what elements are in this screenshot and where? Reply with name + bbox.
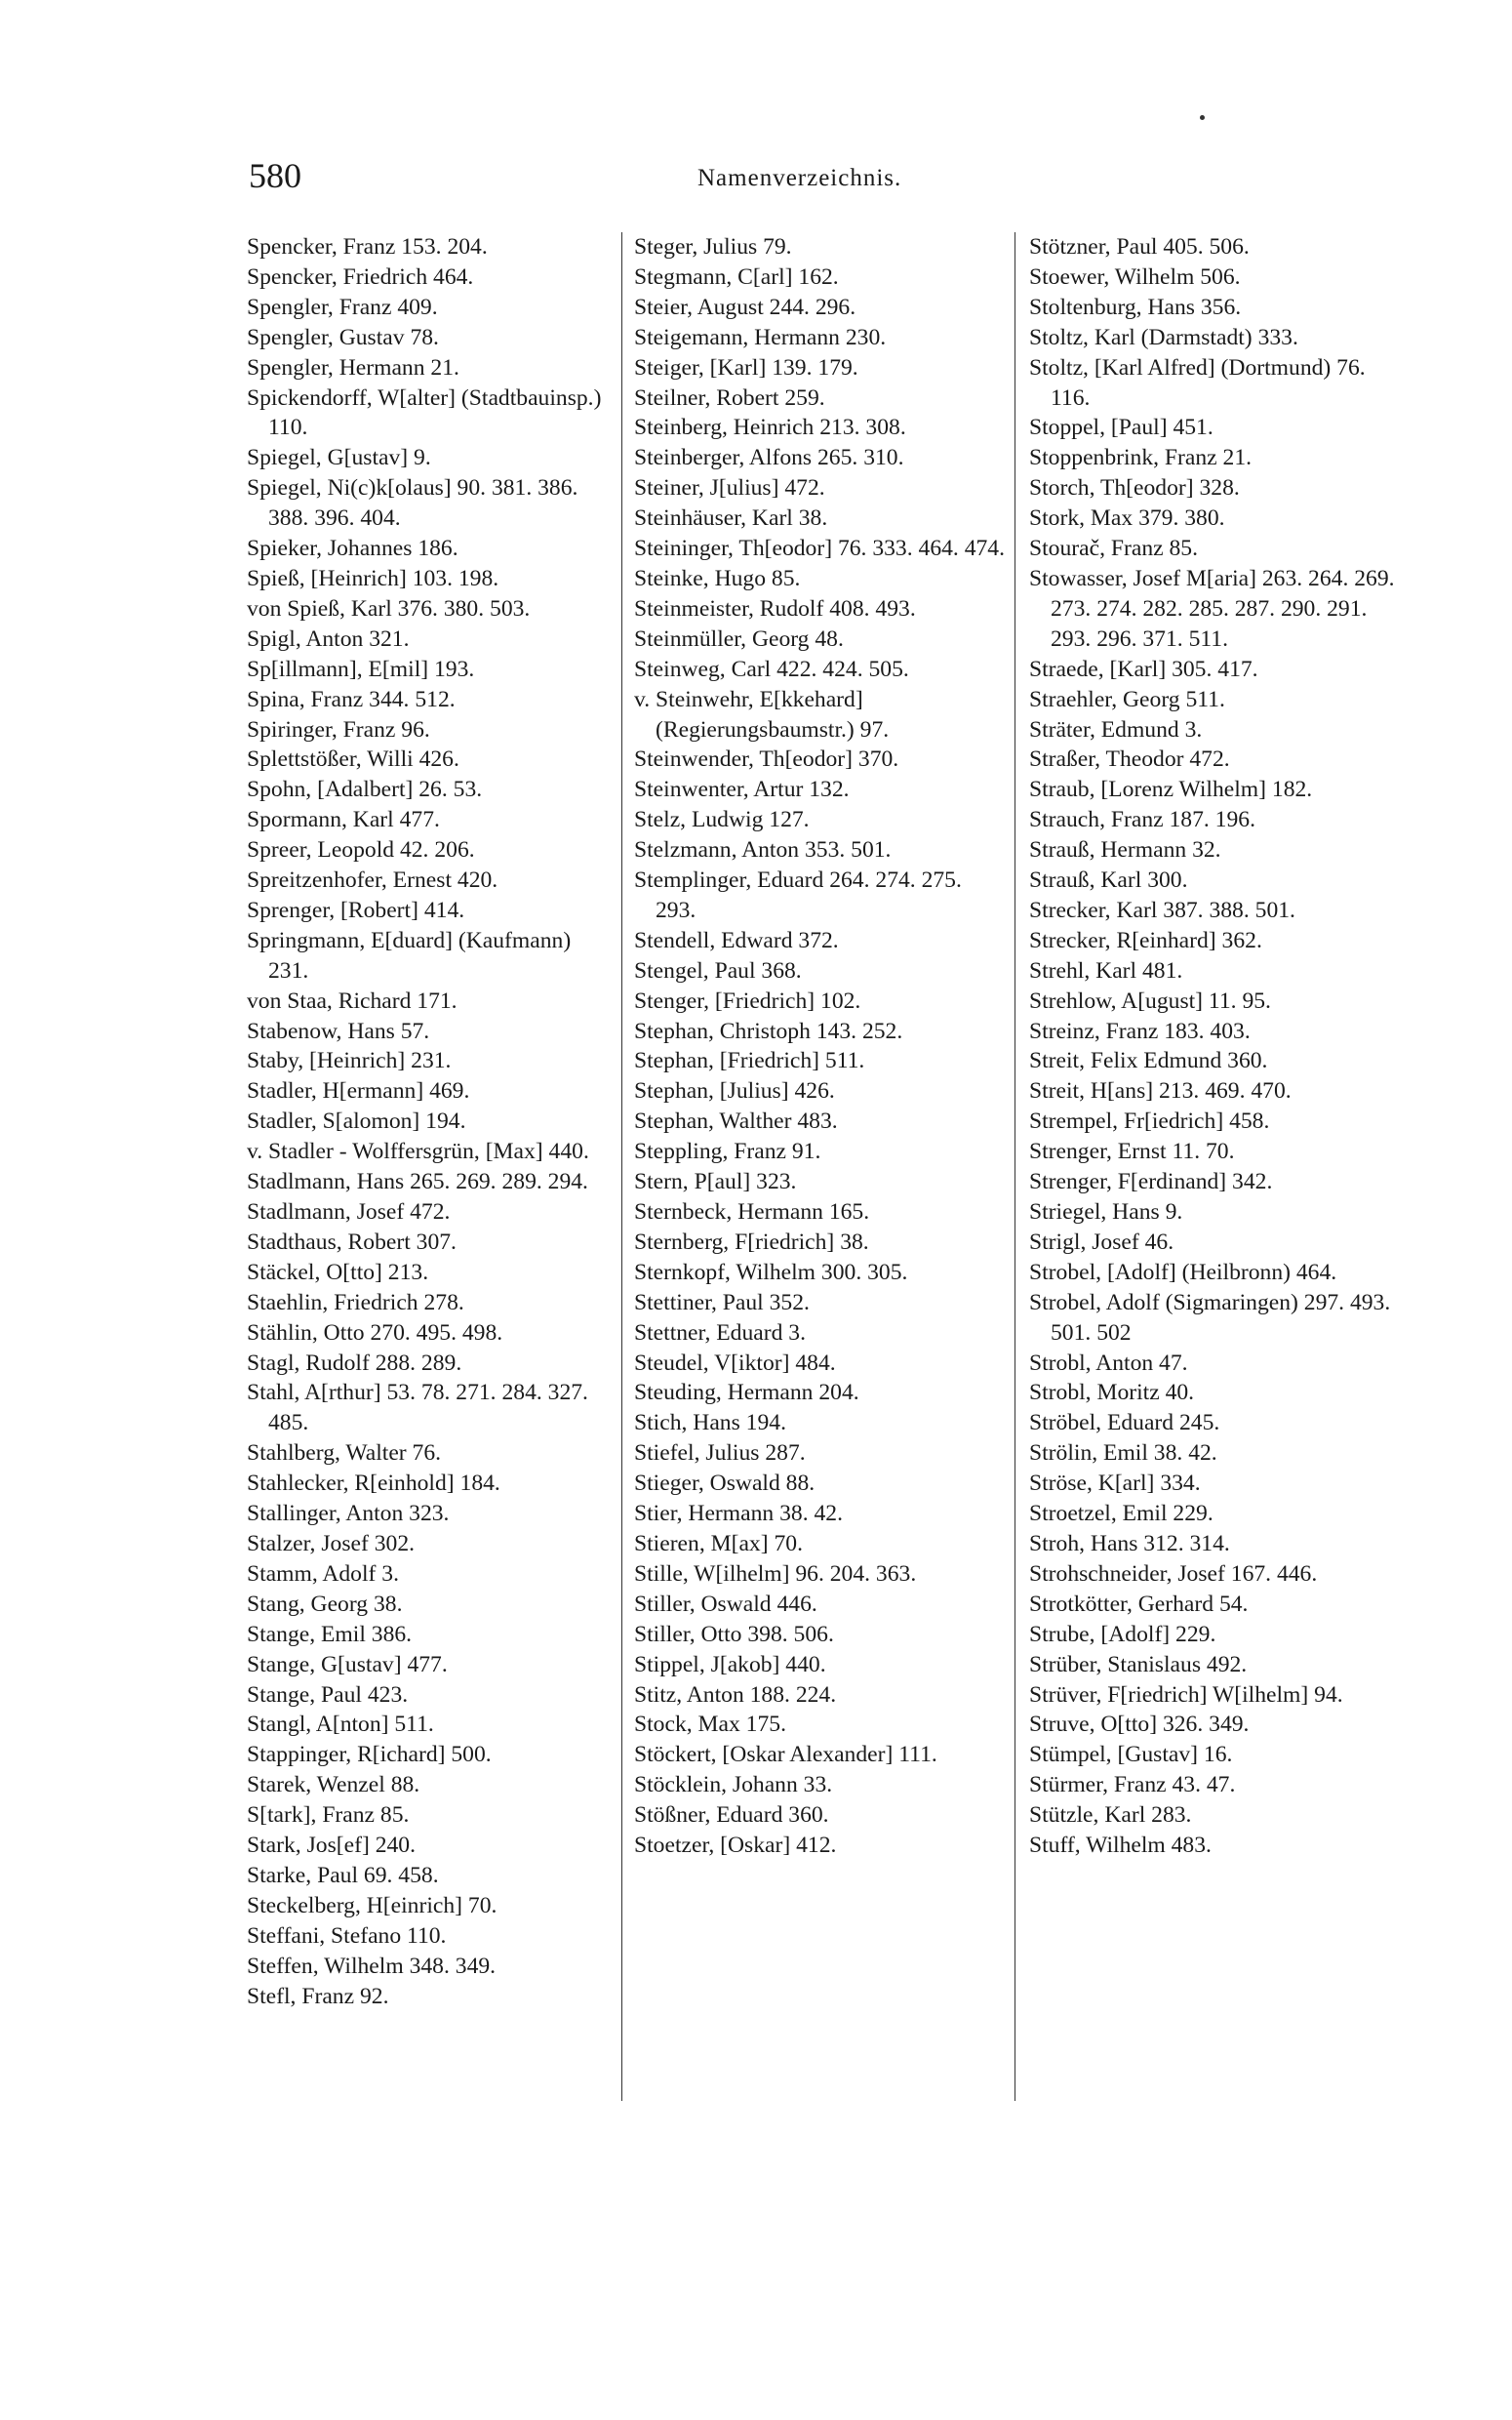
index-entry: Sp[illmann], E[mil] 193.	[247, 656, 475, 682]
index-entry: Spreitzenhofer, Ernest 420.	[247, 867, 498, 894]
index-entry: Steigemann, Hermann 230.	[634, 324, 887, 350]
index-entry: Stadthaus, Robert 307.	[247, 1229, 457, 1255]
index-entry: Stadlmann, Hans 265. 269. 289. 294.	[247, 1169, 588, 1195]
index-entry: Spengler, Gustav 78.	[247, 324, 439, 350]
index-entry: Sträter, Edmund 3.	[1029, 716, 1203, 743]
index-entry: Striegel, Hans 9.	[1029, 1199, 1183, 1225]
index-entry: Stalzer, Josef 302.	[247, 1530, 416, 1556]
index-entry: Stieger, Oswald 88.	[634, 1471, 816, 1497]
index-entry: Spengler, Franz 409.	[247, 294, 438, 320]
index-entry: Storch, Th[eodor] 328.	[1029, 475, 1240, 502]
index-entry: Steffani, Stefano 110.	[247, 1922, 447, 1949]
index-entry: Stark, Jos[ef] 240.	[247, 1833, 416, 1859]
index-entry: Steinmeister, Rudolf 408. 493.	[634, 595, 916, 622]
index-entry: Steckelberg, H[einrich] 70.	[247, 1892, 497, 1918]
index-entry: Strohschneider, Josef 167. 446.	[1029, 1560, 1318, 1587]
index-entry: Stephan, [Friedrich] 511.	[634, 1048, 865, 1074]
index-entry: Strotkötter, Gerhard 54.	[1029, 1591, 1249, 1617]
index-entry: Stadler, H[ermann] 469.	[247, 1078, 470, 1105]
index-entry: Steinwender, Th[eodor] 370.	[634, 746, 899, 773]
index-entry: Stich, Hans 194.	[634, 1410, 786, 1436]
index-entry: Stahlberg, Walter 76.	[247, 1440, 442, 1467]
index-entry: Spickendorff, W[alter] (Stadtbauinsp.) 110.	[247, 384, 602, 441]
index-entry: Spencker, Franz 153. 204.	[247, 234, 488, 260]
index-entry: Stippel, J[akob] 440.	[634, 1651, 826, 1677]
index-entry: Strigl, Josef 46.	[1029, 1229, 1174, 1255]
index-entry: Strube, [Adolf] 229.	[1029, 1621, 1216, 1647]
index-entry: v. Stadler - Wolffersgrün, [Max] 440.	[247, 1139, 589, 1165]
index-entry: Spohn, [Adalbert] 26. 53.	[247, 777, 483, 803]
index-entry: Stefl, Franz 92.	[247, 1983, 389, 2009]
index-entry: Strenger, Ernst 11. 70.	[1029, 1139, 1235, 1165]
index-entry: Stützle, Karl 283.	[1029, 1802, 1192, 1829]
index-entry: Strobl, Moritz 40.	[1029, 1380, 1195, 1406]
index-entry: Spieker, Johannes 186.	[247, 536, 458, 562]
index-entry: Stern, P[aul] 323.	[634, 1169, 797, 1195]
index-entry: Stephan, Christoph 143. 252.	[634, 1018, 903, 1044]
index-entry: S[tark], Franz 85.	[247, 1802, 410, 1829]
index-entry: Stange, Emil 386.	[247, 1621, 413, 1647]
index-entry: Stille, W[ilhelm] 96. 204. 363.	[634, 1560, 917, 1587]
index-entry: Steier, August 244. 296.	[634, 294, 856, 320]
index-entry: Ströse, K[arl] 334.	[1029, 1471, 1201, 1497]
index-entry: Straehler, Georg 511.	[1029, 686, 1225, 712]
column-divider	[621, 232, 622, 2101]
index-entry: Stürmer, Franz 43. 47.	[1029, 1772, 1236, 1798]
index-entry: Splettstößer, Willi 426.	[247, 746, 459, 773]
index-entry: Spina, Franz 344. 512.	[247, 686, 456, 712]
index-entry: Stoetzer, [Oskar] 412.	[634, 1833, 837, 1859]
index-column-1	[247, 232, 608, 2011]
index-entry: Stäckel, O[tto] 213.	[247, 1259, 429, 1285]
index-entry: Steinweg, Carl 422. 424. 505.	[634, 656, 909, 682]
index-entry: Strüver, F[riedrich] W[ilhelm] 94.	[1029, 1681, 1343, 1708]
index-entry: Stelzmann, Anton 353. 501.	[634, 837, 892, 864]
index-entry: Stephan, Walther 483.	[634, 1109, 838, 1135]
index-entry: Stitz, Anton 188. 224.	[634, 1681, 837, 1708]
index-entry: Spormann, Karl 477.	[247, 807, 440, 833]
index-entry: von Staa, Richard 171.	[247, 988, 458, 1014]
index-entry: Stengel, Paul 368.	[634, 957, 802, 984]
index-entry: Stettiner, Paul 352.	[634, 1289, 810, 1315]
index-entry: Stallinger, Anton 323.	[247, 1501, 450, 1527]
index-entry: Spreer, Leopold 42. 206.	[247, 837, 475, 864]
index-entry: Spengler, Hermann 21.	[247, 354, 459, 381]
index-entry: Stier, Hermann 38. 42.	[634, 1501, 843, 1527]
index-entry: Stümpel, [Gustav] 16.	[1029, 1742, 1233, 1768]
index-entry: Stettner, Eduard 3.	[634, 1319, 806, 1346]
index-entry: Steppling, Franz 91.	[634, 1139, 821, 1165]
index-entry: Streinz, Franz 183. 403.	[1029, 1018, 1251, 1044]
index-entry: Steffen, Wilhelm 348. 349.	[247, 1953, 497, 1979]
index-entry: Stephan, [Julius] 426.	[634, 1078, 835, 1105]
index-entry: Stourač, Franz 85.	[1029, 536, 1198, 562]
index-entry: Starke, Paul 69. 458.	[247, 1862, 439, 1888]
index-entry: Strobl, Anton 47.	[1029, 1350, 1188, 1376]
index-entry: Stadlmann, Josef 472.	[247, 1199, 451, 1225]
index-entry: Straßer, Theodor 472.	[1029, 746, 1230, 773]
index-entry: Streit, H[ans] 213. 469. 470.	[1029, 1078, 1292, 1105]
index-entry: Steilner, Robert 259.	[634, 384, 825, 411]
index-entry: Stegmann, C[arl] 162.	[634, 263, 839, 290]
index-entry: Staehlin, Friedrich 278.	[247, 1289, 464, 1315]
index-entry: Stoewer, Wilhelm 506.	[1029, 263, 1241, 290]
index-entry: Stroetzel, Emil 229.	[1029, 1501, 1214, 1527]
index-column-2	[634, 232, 1005, 1861]
index-entry: Spiegel, G[ustav] 9.	[247, 445, 431, 471]
index-entry: Strobel, Adolf (Sigmaringen) 297. 493. 501. 502	[1029, 1289, 1391, 1346]
index-entry: Straede, [Karl] 305. 417.	[1029, 656, 1258, 682]
index-entry: Stoltz, [Karl Alfred] (Dortmund) 76. 116.	[1029, 354, 1366, 411]
index-entry: Strauß, Karl 300.	[1029, 867, 1188, 894]
index-entry: Sprenger, [Robert] 414.	[247, 897, 465, 923]
index-entry: Strecker, Karl 387. 388. 501.	[1029, 897, 1295, 923]
index-entry: Stoppenbrink, Franz 21.	[1029, 445, 1253, 471]
index-entry: Stange, Paul 423.	[247, 1681, 409, 1708]
index-entry: Stendell, Edward 372.	[634, 927, 839, 953]
index-entry: Steinwenter, Artur 132.	[634, 777, 850, 803]
index-entry: Steuding, Hermann 204.	[634, 1380, 859, 1406]
index-entry: Sternberg, F[riedrich] 38.	[634, 1229, 869, 1255]
index-entry: Strempel, Fr[iedrich] 458.	[1029, 1109, 1270, 1135]
index-entry: Steiner, J[ulius] 472.	[634, 475, 825, 502]
index-entry: Stötzner, Paul 405. 506.	[1029, 234, 1250, 260]
index-entry: Stamm, Adolf 3.	[247, 1560, 399, 1587]
index-entry: Springmann, E[duard] (Kaufmann) 231.	[247, 927, 572, 984]
index-entry: Spiringer, Franz 96.	[247, 716, 430, 743]
index-entry: Stock, Max 175.	[634, 1712, 786, 1738]
index-entry: Spieß, [Heinrich] 103. 198.	[247, 565, 499, 591]
index-entry: Stahl, A[rthur] 53. 78. 271. 284. 327. 485.	[247, 1380, 588, 1436]
index-entry: Stowasser, Josef M[aria] 263. 264. 269. 273. 274. 282. 285. 287. 290. 291. 293. 296. 371. 511.	[1029, 565, 1395, 652]
index-entry: Steinberg, Heinrich 213. 308.	[634, 415, 906, 441]
index-entry: von Spieß, Karl 376. 380. 503.	[247, 595, 531, 622]
index-entry: Spencker, Friedrich 464.	[247, 263, 474, 290]
index-entry: Staby, [Heinrich] 231.	[247, 1048, 452, 1074]
index-entry: Strüber, Stanislaus 492.	[1029, 1651, 1248, 1677]
index-entry: Steinke, Hugo 85.	[634, 565, 801, 591]
index-entry: Spiegel, Ni(c)k[olaus] 90. 381. 386. 388. 396. 404.	[247, 475, 578, 532]
index-entry: Strenger, F[erdinand] 342.	[1029, 1169, 1273, 1195]
index-entry: Stoltz, Karl (Darmstadt) 333.	[1029, 324, 1298, 350]
index-entry: Straub, [Lorenz Wilhelm] 182.	[1029, 777, 1313, 803]
index-entry: Starek, Wenzel 88.	[247, 1772, 420, 1798]
index-entry: v. Steinwehr, E[kkehard] (Regierungsbaumstr.) 97.	[634, 686, 890, 743]
index-entry: Strehl, Karl 481.	[1029, 957, 1183, 984]
index-entry: Stork, Max 379. 380.	[1029, 505, 1225, 532]
index-entry: Stieren, M[ax] 70.	[634, 1530, 803, 1556]
index-entry: Stuff, Wilhelm 483.	[1029, 1833, 1212, 1859]
index-entry: Spigl, Anton 321.	[247, 625, 410, 652]
index-entry: Steudel, V[iktor] 484.	[634, 1350, 836, 1376]
index-entry: Strehlow, A[ugust] 11. 95.	[1029, 988, 1271, 1014]
index-entry: Steininger, Th[eodor] 76. 333. 464. 474.	[634, 536, 1005, 562]
index-entry: Stiller, Oswald 446.	[634, 1591, 817, 1617]
index-entry: Steger, Julius 79.	[634, 234, 792, 260]
index-entry: Stange, G[ustav] 477.	[247, 1651, 448, 1677]
page-header	[249, 156, 1332, 205]
index-entry: Strölin, Emil 38. 42.	[1029, 1440, 1217, 1467]
index-entry: Stroh, Hans 312. 314.	[1029, 1530, 1230, 1556]
index-entry: Sternkopf, Wilhelm 300. 305.	[634, 1259, 908, 1285]
index-entry: Stagl, Rudolf 288. 289.	[247, 1350, 462, 1376]
index-entry: Stiller, Otto 398. 506.	[634, 1621, 834, 1647]
ink-speck	[1200, 115, 1205, 120]
index-entry: Stöcklein, Johann 33.	[634, 1772, 833, 1798]
index-entry: Stabenow, Hans 57.	[247, 1018, 430, 1044]
index-entry: Stemplinger, Eduard 264. 274. 275. 293.	[634, 867, 962, 923]
index-entry: Stoltenburg, Hans 356.	[1029, 294, 1242, 320]
index-entry: Stoppel, [Paul] 451.	[1029, 415, 1214, 441]
index-entry: Strecker, R[einhard] 362.	[1029, 927, 1262, 953]
index-entry: Streit, Felix Edmund 360.	[1029, 1048, 1268, 1074]
index-entry: Strauch, Franz 187. 196.	[1029, 807, 1255, 833]
index-entry: Struve, O[tto] 326. 349.	[1029, 1712, 1250, 1738]
index-entry: Stählin, Otto 270. 495. 498.	[247, 1319, 503, 1346]
index-entry: Stang, Georg 38.	[247, 1591, 403, 1617]
index-entry: Stangl, A[nton] 511.	[247, 1712, 434, 1738]
index-entry: Ströbel, Eduard 245.	[1029, 1410, 1220, 1436]
index-entry: Steiger, [Karl] 139. 179.	[634, 354, 858, 381]
index-entry: Steinberger, Alfons 265. 310.	[634, 445, 904, 471]
index-entry: Stelz, Ludwig 127.	[634, 807, 810, 833]
index-entry: Stiefel, Julius 287.	[634, 1440, 806, 1467]
index-entry: Strauß, Hermann 32.	[1029, 837, 1221, 864]
index-entry: Stadler, S[alomon] 194.	[247, 1109, 466, 1135]
index-entry: Stößner, Eduard 360.	[634, 1802, 829, 1829]
index-entry: Strobel, [Adolf] (Heilbronn) 464.	[1029, 1259, 1337, 1285]
index-entry: Stöckert, [Oskar Alexander] 111.	[634, 1742, 937, 1768]
index-entry: Steinhäuser, Karl 38.	[634, 505, 828, 532]
running-title: Namenverzeichnis.	[697, 165, 902, 191]
index-entry: Steinmüller, Georg 48.	[634, 625, 844, 652]
index-entry: Stenger, [Friedrich] 102.	[634, 988, 861, 1014]
index-entry: Sternbeck, Hermann 165.	[634, 1199, 870, 1225]
index-column-3	[1029, 232, 1400, 1861]
index-entry: Stappinger, R[ichard] 500.	[247, 1742, 492, 1768]
index-entry: Stahlecker, R[einhold] 184.	[247, 1471, 500, 1497]
page-number: 580	[249, 156, 301, 195]
